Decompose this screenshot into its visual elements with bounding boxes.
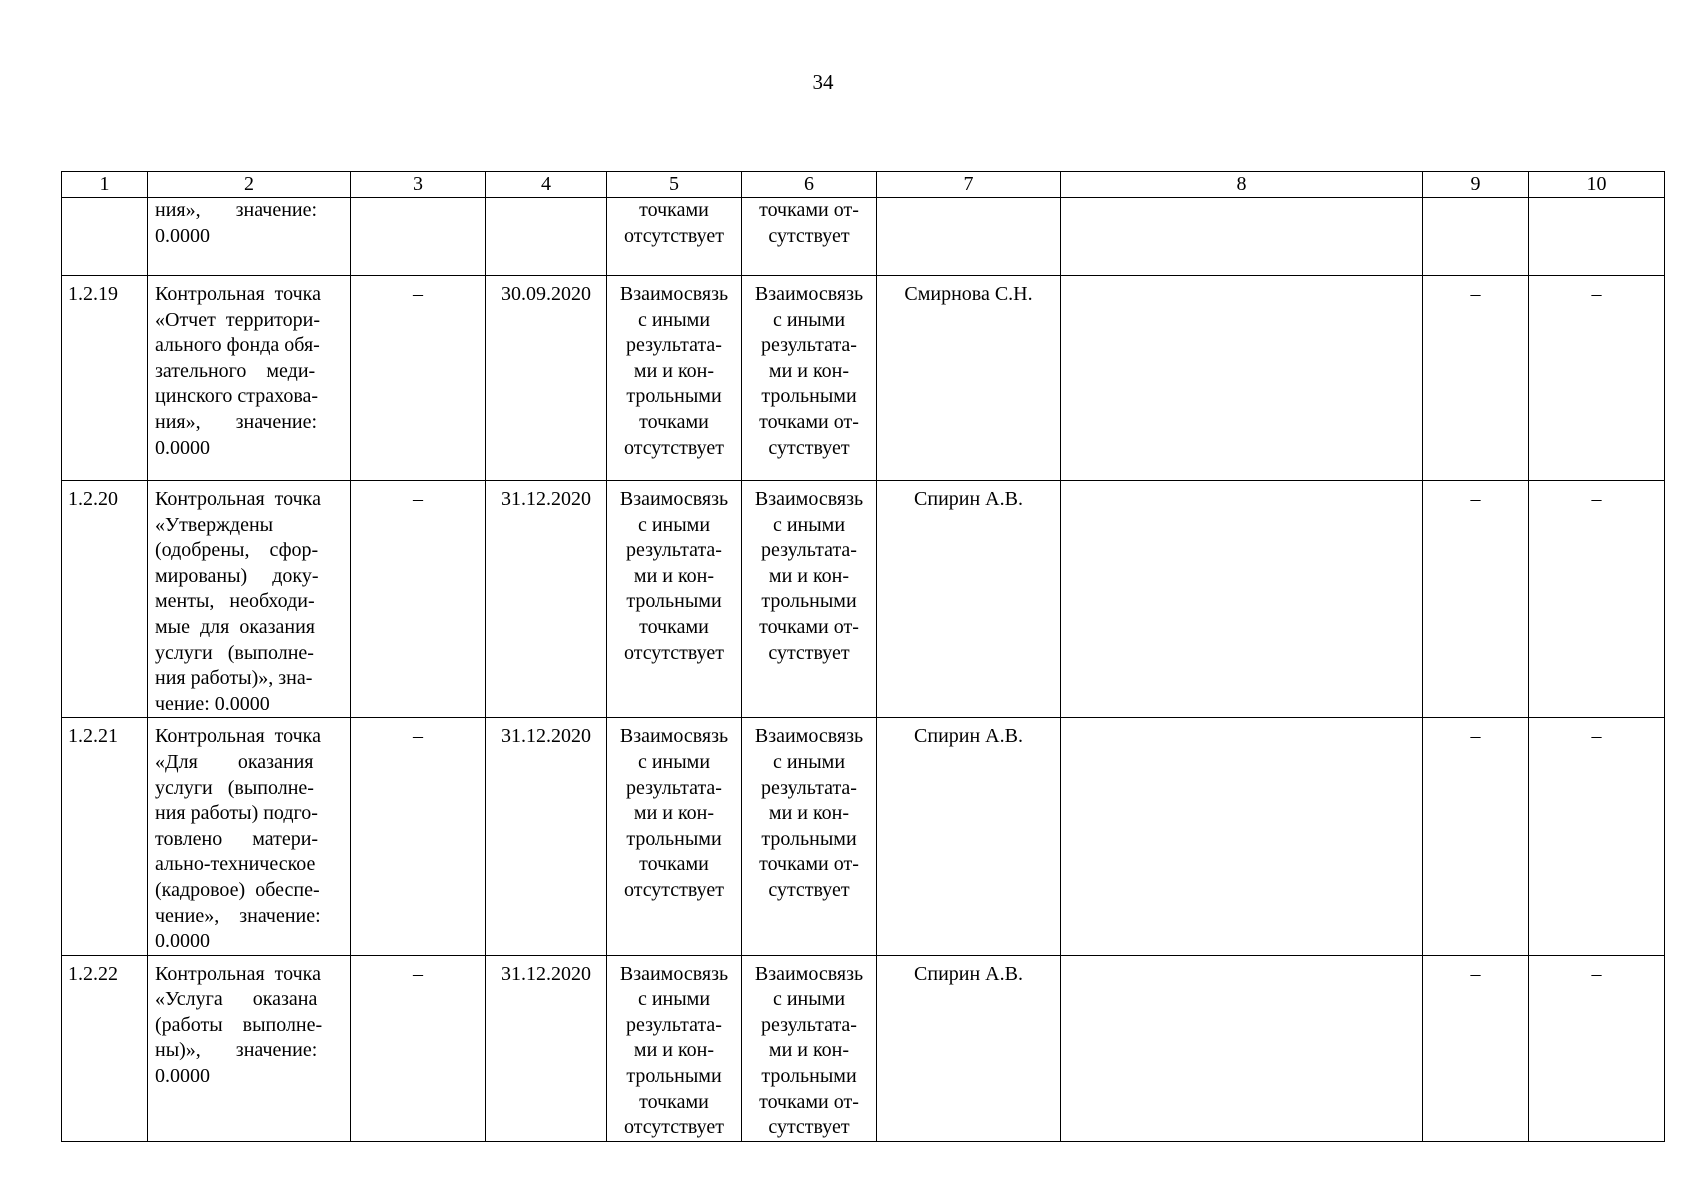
relation-control-points-cell-line: трольными: [761, 590, 857, 613]
column-header: 3: [351, 172, 486, 198]
relation-results-cell-line: трольными: [626, 590, 722, 613]
control-point-name: [148, 718, 351, 955]
control-point-name-line: «Для оказания: [155, 750, 314, 773]
relation-control-points-cell-line: Взаимосвязь: [754, 725, 864, 748]
relation-control-points-cell: [742, 276, 877, 481]
relation-results-cell-line: отсутствует: [623, 878, 725, 901]
relation-results-cell-line: Взаимосвязь: [619, 488, 729, 510]
control-point-name-line: ны)», значение:: [155, 1039, 318, 1062]
column-9-cell: –: [1423, 718, 1529, 955]
predecessor-cell: [351, 198, 486, 276]
relation-control-points-cell-line: сутствует: [768, 436, 850, 459]
control-point-name-line: 0.0000: [155, 1065, 210, 1088]
column-number-header-row: [62, 172, 1665, 198]
due-date: 31.12.2020: [486, 955, 607, 1141]
control-point-name-line: цинского страхова-: [155, 385, 319, 408]
column-header: 7: [877, 172, 1061, 198]
relation-results-cell-line: ми и кон-: [633, 564, 715, 587]
due-date: 31.12.2020: [486, 718, 607, 955]
table-row: [62, 276, 1665, 481]
relation-control-points-cell-line: трольными: [761, 385, 857, 408]
responsible-person: Спирин А.В.: [877, 481, 1061, 718]
control-point-name-line: Контрольная точка: [155, 488, 321, 510]
column-10-cell: [1529, 198, 1665, 276]
relation-results-cell-line: отсутствует: [623, 436, 725, 459]
relation-control-points-cell: [742, 718, 877, 955]
relation-control-points-cell: [742, 198, 877, 276]
relation-results-cell-line: ми и кон-: [633, 1039, 715, 1062]
control-point-name-line: 0.0000: [155, 436, 210, 459]
column-header: 8: [1061, 172, 1423, 198]
control-points-table: [61, 171, 1665, 1142]
relation-results-cell: [607, 481, 742, 718]
relation-control-points-cell-line: точками от-: [759, 1090, 859, 1113]
relation-control-points-cell-line: ми и кон-: [768, 1039, 850, 1062]
relation-control-points-cell-line: сутствует: [768, 641, 850, 664]
relation-control-points-cell-line: ми и кон-: [768, 802, 850, 825]
relation-results-cell-line: с иными: [637, 308, 711, 331]
table-row: [62, 955, 1665, 1141]
control-point-name-line: ния», значение:: [155, 410, 318, 433]
relation-results-cell-line: Взаимосвязь: [619, 962, 729, 985]
relation-control-points-cell-line: с иными: [772, 750, 846, 773]
control-point-name-line: «Услуга оказана: [155, 988, 318, 1011]
column-9-cell: –: [1423, 955, 1529, 1141]
control-point-name: [148, 481, 351, 718]
relation-results-cell: [607, 718, 742, 955]
column-10-cell: –: [1529, 481, 1665, 718]
column-8-cell: [1061, 955, 1423, 1141]
relation-results-cell-line: с иными: [637, 988, 711, 1011]
column-header: 2: [148, 172, 351, 198]
column-8-cell: [1061, 198, 1423, 276]
control-point-name-line: Контрольная точка: [155, 725, 321, 748]
control-point-name-line: 0.0000: [155, 930, 210, 953]
column-9-cell: –: [1423, 276, 1529, 481]
column-header: 9: [1423, 172, 1529, 198]
relation-results-cell-line: ми и кон-: [633, 802, 715, 825]
relation-results-cell-line: точками: [639, 853, 709, 876]
control-point-name-line: ния», значение:: [155, 199, 318, 221]
relation-control-points-cell-line: с иными: [772, 308, 846, 331]
relation-results-cell-line: точками: [639, 615, 709, 638]
column-10-cell: –: [1529, 276, 1665, 481]
page-number: 34: [812, 70, 834, 94]
control-point-name-line: менты, необходи-: [155, 590, 315, 613]
relation-results-cell-line: трольными: [626, 1065, 722, 1088]
relation-results-cell-line: ми и кон-: [633, 359, 715, 382]
relation-control-points-cell-line: точками от-: [759, 410, 859, 433]
relation-control-points-cell-line: результата-: [761, 334, 857, 357]
relation-results-cell-line: точками: [639, 1090, 709, 1113]
column-10-cell: –: [1529, 955, 1665, 1141]
relation-results-cell-line: Взаимосвязь: [619, 283, 729, 305]
control-point-name-line: чение: 0.0000: [155, 692, 270, 715]
relation-control-points-cell: [742, 955, 877, 1141]
control-point-name-line: «Утверждены: [155, 513, 274, 536]
relation-results-cell-line: трольными: [626, 827, 722, 850]
table-row: [62, 481, 1665, 718]
predecessor-cell: –: [351, 955, 486, 1141]
relation-control-points-cell-line: сутствует: [768, 224, 850, 247]
column-8-cell: [1061, 276, 1423, 481]
relation-results-cell-line: точками: [639, 199, 709, 221]
control-point-name-line: ально-техническое: [155, 853, 316, 876]
responsible-person: Спирин А.В.: [877, 718, 1061, 955]
relation-control-points-cell-line: результата-: [761, 776, 857, 799]
relation-results-cell-line: трольными: [626, 385, 722, 408]
relation-results-cell-line: точками: [639, 410, 709, 433]
column-header: 1: [62, 172, 148, 198]
relation-control-points-cell-line: с иными: [772, 988, 846, 1011]
column-9-cell: –: [1423, 481, 1529, 718]
predecessor-cell: –: [351, 481, 486, 718]
relation-control-points-cell-line: точками от-: [759, 199, 859, 221]
control-point-name-line: «Отчет территори-: [155, 308, 321, 331]
relation-results-cell-line: результата-: [626, 334, 722, 357]
relation-control-points-cell-line: точками от-: [759, 853, 859, 876]
relation-control-points-cell-line: Взаимосвязь: [754, 283, 864, 305]
due-date: 31.12.2020: [486, 481, 607, 718]
control-point-name-line: (работы выполне-: [155, 1013, 323, 1036]
control-point-name-line: ния работы) подго-: [155, 802, 318, 825]
relation-results-cell-line: Взаимосвязь: [619, 725, 729, 748]
relation-control-points-cell-line: результата-: [761, 1013, 857, 1036]
relation-results-cell-line: с иными: [637, 513, 711, 536]
control-point-name-line: 0.0000: [155, 224, 210, 247]
relation-results-cell-line: отсутствует: [623, 1116, 725, 1139]
control-point-name-line: мированы) доку-: [155, 564, 319, 587]
relation-control-points-cell-line: трольными: [761, 1065, 857, 1088]
control-point-name-line: Контрольная точка: [155, 962, 321, 985]
relation-control-points-cell-line: Взаимосвязь: [754, 962, 864, 985]
column-8-cell: [1061, 718, 1423, 955]
relation-results-cell: [607, 198, 742, 276]
relation-results-cell-line: результата-: [626, 539, 722, 562]
column-9-cell: [1423, 198, 1529, 276]
column-10-cell: –: [1529, 718, 1665, 955]
predecessor-cell: –: [351, 276, 486, 481]
relation-control-points-cell-line: ми и кон-: [768, 564, 850, 587]
relation-results-cell-line: результата-: [626, 776, 722, 799]
relation-control-points-cell-line: результата-: [761, 539, 857, 562]
control-point-name-line: чение», значение:: [155, 904, 321, 927]
responsible-person: Смирнова С.Н.: [877, 276, 1061, 481]
relation-control-points-cell-line: Взаимосвязь: [754, 488, 864, 510]
control-point-name-line: товлено матери-: [155, 827, 319, 850]
item-number: 1.2.22: [62, 955, 148, 1141]
relation-control-points-cell-line: сутствует: [768, 1116, 850, 1139]
control-point-name-line: услуги (выполне-: [155, 776, 314, 799]
control-point-name-line: услуги (выполне-: [155, 641, 314, 664]
column-header: 5: [607, 172, 742, 198]
item-number: 1.2.20: [62, 481, 148, 718]
table-row: [62, 198, 1665, 276]
control-point-name-line: мые для оказания: [155, 615, 315, 638]
control-point-name-line: (одобрены, сфор-: [155, 539, 319, 562]
due-date: 30.09.2020: [486, 276, 607, 481]
relation-results-cell: [607, 955, 742, 1141]
item-number: [62, 198, 148, 276]
control-point-name-line: Контрольная точка: [155, 283, 321, 305]
control-point-name-line: ния работы)», зна-: [155, 667, 313, 690]
relation-results-cell-line: отсутствует: [623, 224, 725, 247]
item-number: 1.2.19: [62, 276, 148, 481]
responsible-person: Спирин А.В.: [877, 955, 1061, 1141]
relation-results-cell-line: с иными: [637, 750, 711, 773]
control-point-name: [148, 276, 351, 481]
control-point-name-line: зательного меди-: [155, 359, 316, 382]
control-point-name: [148, 198, 351, 276]
control-point-name: [148, 955, 351, 1141]
responsible-person: [877, 198, 1061, 276]
column-header: 4: [486, 172, 607, 198]
relation-control-points-cell-line: ми и кон-: [768, 359, 850, 382]
column-header: 6: [742, 172, 877, 198]
relation-control-points-cell: [742, 481, 877, 718]
relation-control-points-cell-line: точками от-: [759, 615, 859, 638]
predecessor-cell: –: [351, 718, 486, 955]
column-8-cell: [1061, 481, 1423, 718]
control-point-name-line: (кадровое) обеспе-: [155, 878, 320, 901]
control-point-name-line: ального фонда обя-: [155, 334, 320, 357]
relation-control-points-cell-line: трольными: [761, 827, 857, 850]
relation-control-points-cell-line: с иными: [772, 513, 846, 536]
relation-results-cell-line: результата-: [626, 1013, 722, 1036]
item-number: 1.2.21: [62, 718, 148, 955]
relation-control-points-cell-line: сутствует: [768, 878, 850, 901]
table-row: [62, 718, 1665, 955]
due-date: [486, 198, 607, 276]
column-header: 10: [1529, 172, 1665, 198]
relation-results-cell: [607, 276, 742, 481]
relation-results-cell-line: отсутствует: [623, 641, 725, 664]
